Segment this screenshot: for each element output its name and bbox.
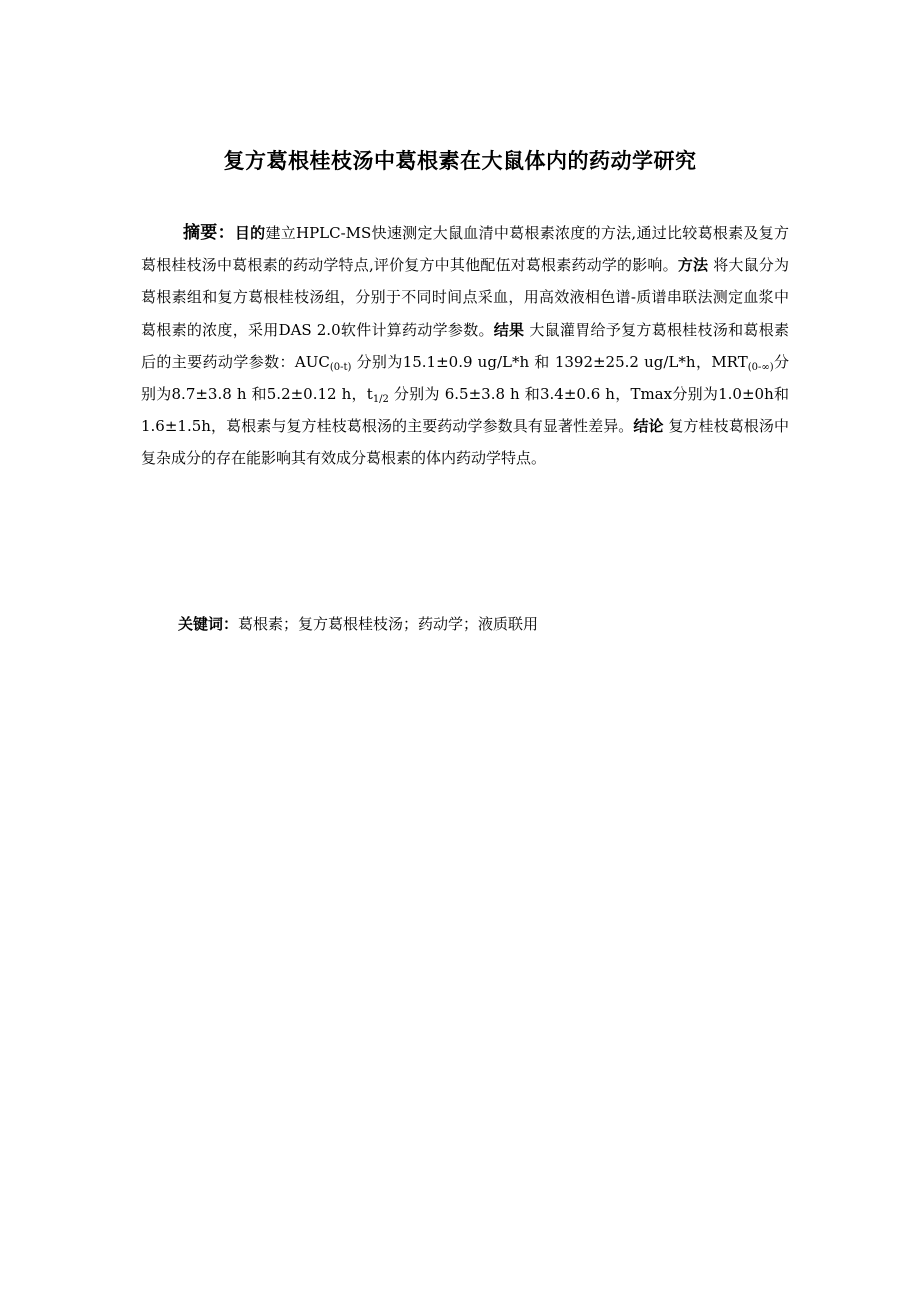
auc-subscript: (0-t) <box>329 361 352 373</box>
objective-label: 目的 <box>234 224 266 242</box>
keywords-line <box>178 609 538 639</box>
result-text-1: 大鼠灌胃给予复方葛根桂枝汤和葛根素后的主要药动学参数：AUC <box>141 320 789 371</box>
conclusion-text: 复方桂枝葛根汤中复杂成分的存在能影响其有效成分葛根素的体内药动学特点。 <box>141 417 789 468</box>
result-text-2: 分别为15.1±0.9 ug/L*h 和 1392±25.2 ug/L*h，MRT <box>351 352 748 371</box>
paper-title: 复方葛根桂枝汤中葛根素在大鼠体内的药动学研究 <box>223 149 697 173</box>
method-text: 将大鼠分为葛根素组和复方葛根桂枝汤组，分别于不同时间点采血，用高效液相色谱-质谱串联法测定血浆中葛根素的浓度，采用DAS 2.0软件计算药动学参数。 <box>141 256 789 339</box>
abstract-paragraph <box>141 217 789 475</box>
abstract-label: 摘要： <box>183 223 235 243</box>
result-text-4: 分别为 6.5±3.8 h 和3.4±0.6 h，Tmax分别为1.0±0h和 1.6±1.5h，葛根素与复方桂枝葛根汤的主要药动学参数具有显著性差异。 <box>141 385 789 436</box>
keywords-text: 葛根素；复方葛根桂枝汤；药动学；液质联用 <box>238 615 539 633</box>
result-label: 结果 <box>493 320 525 339</box>
mrt-subscript: (0-∞) <box>747 361 774 373</box>
method-label: 方法 <box>677 256 709 275</box>
result-text-3: 分别为8.7±3.8 h 和5.2±0.12 h，t <box>141 352 789 404</box>
keywords-label: 关键词： <box>178 615 239 633</box>
conclusion-label: 结论 <box>633 417 664 436</box>
thalf-subscript: 1/2 <box>372 394 389 406</box>
objective-text: 建立HPLC-MS快速测定大鼠血清中葛根素浓度的方法,通过比较葛根素及复方葛根桂枝汤中葛根素的药动学特点,评价复方中其他配伍对葛根素药动学的影响。 <box>141 224 790 275</box>
